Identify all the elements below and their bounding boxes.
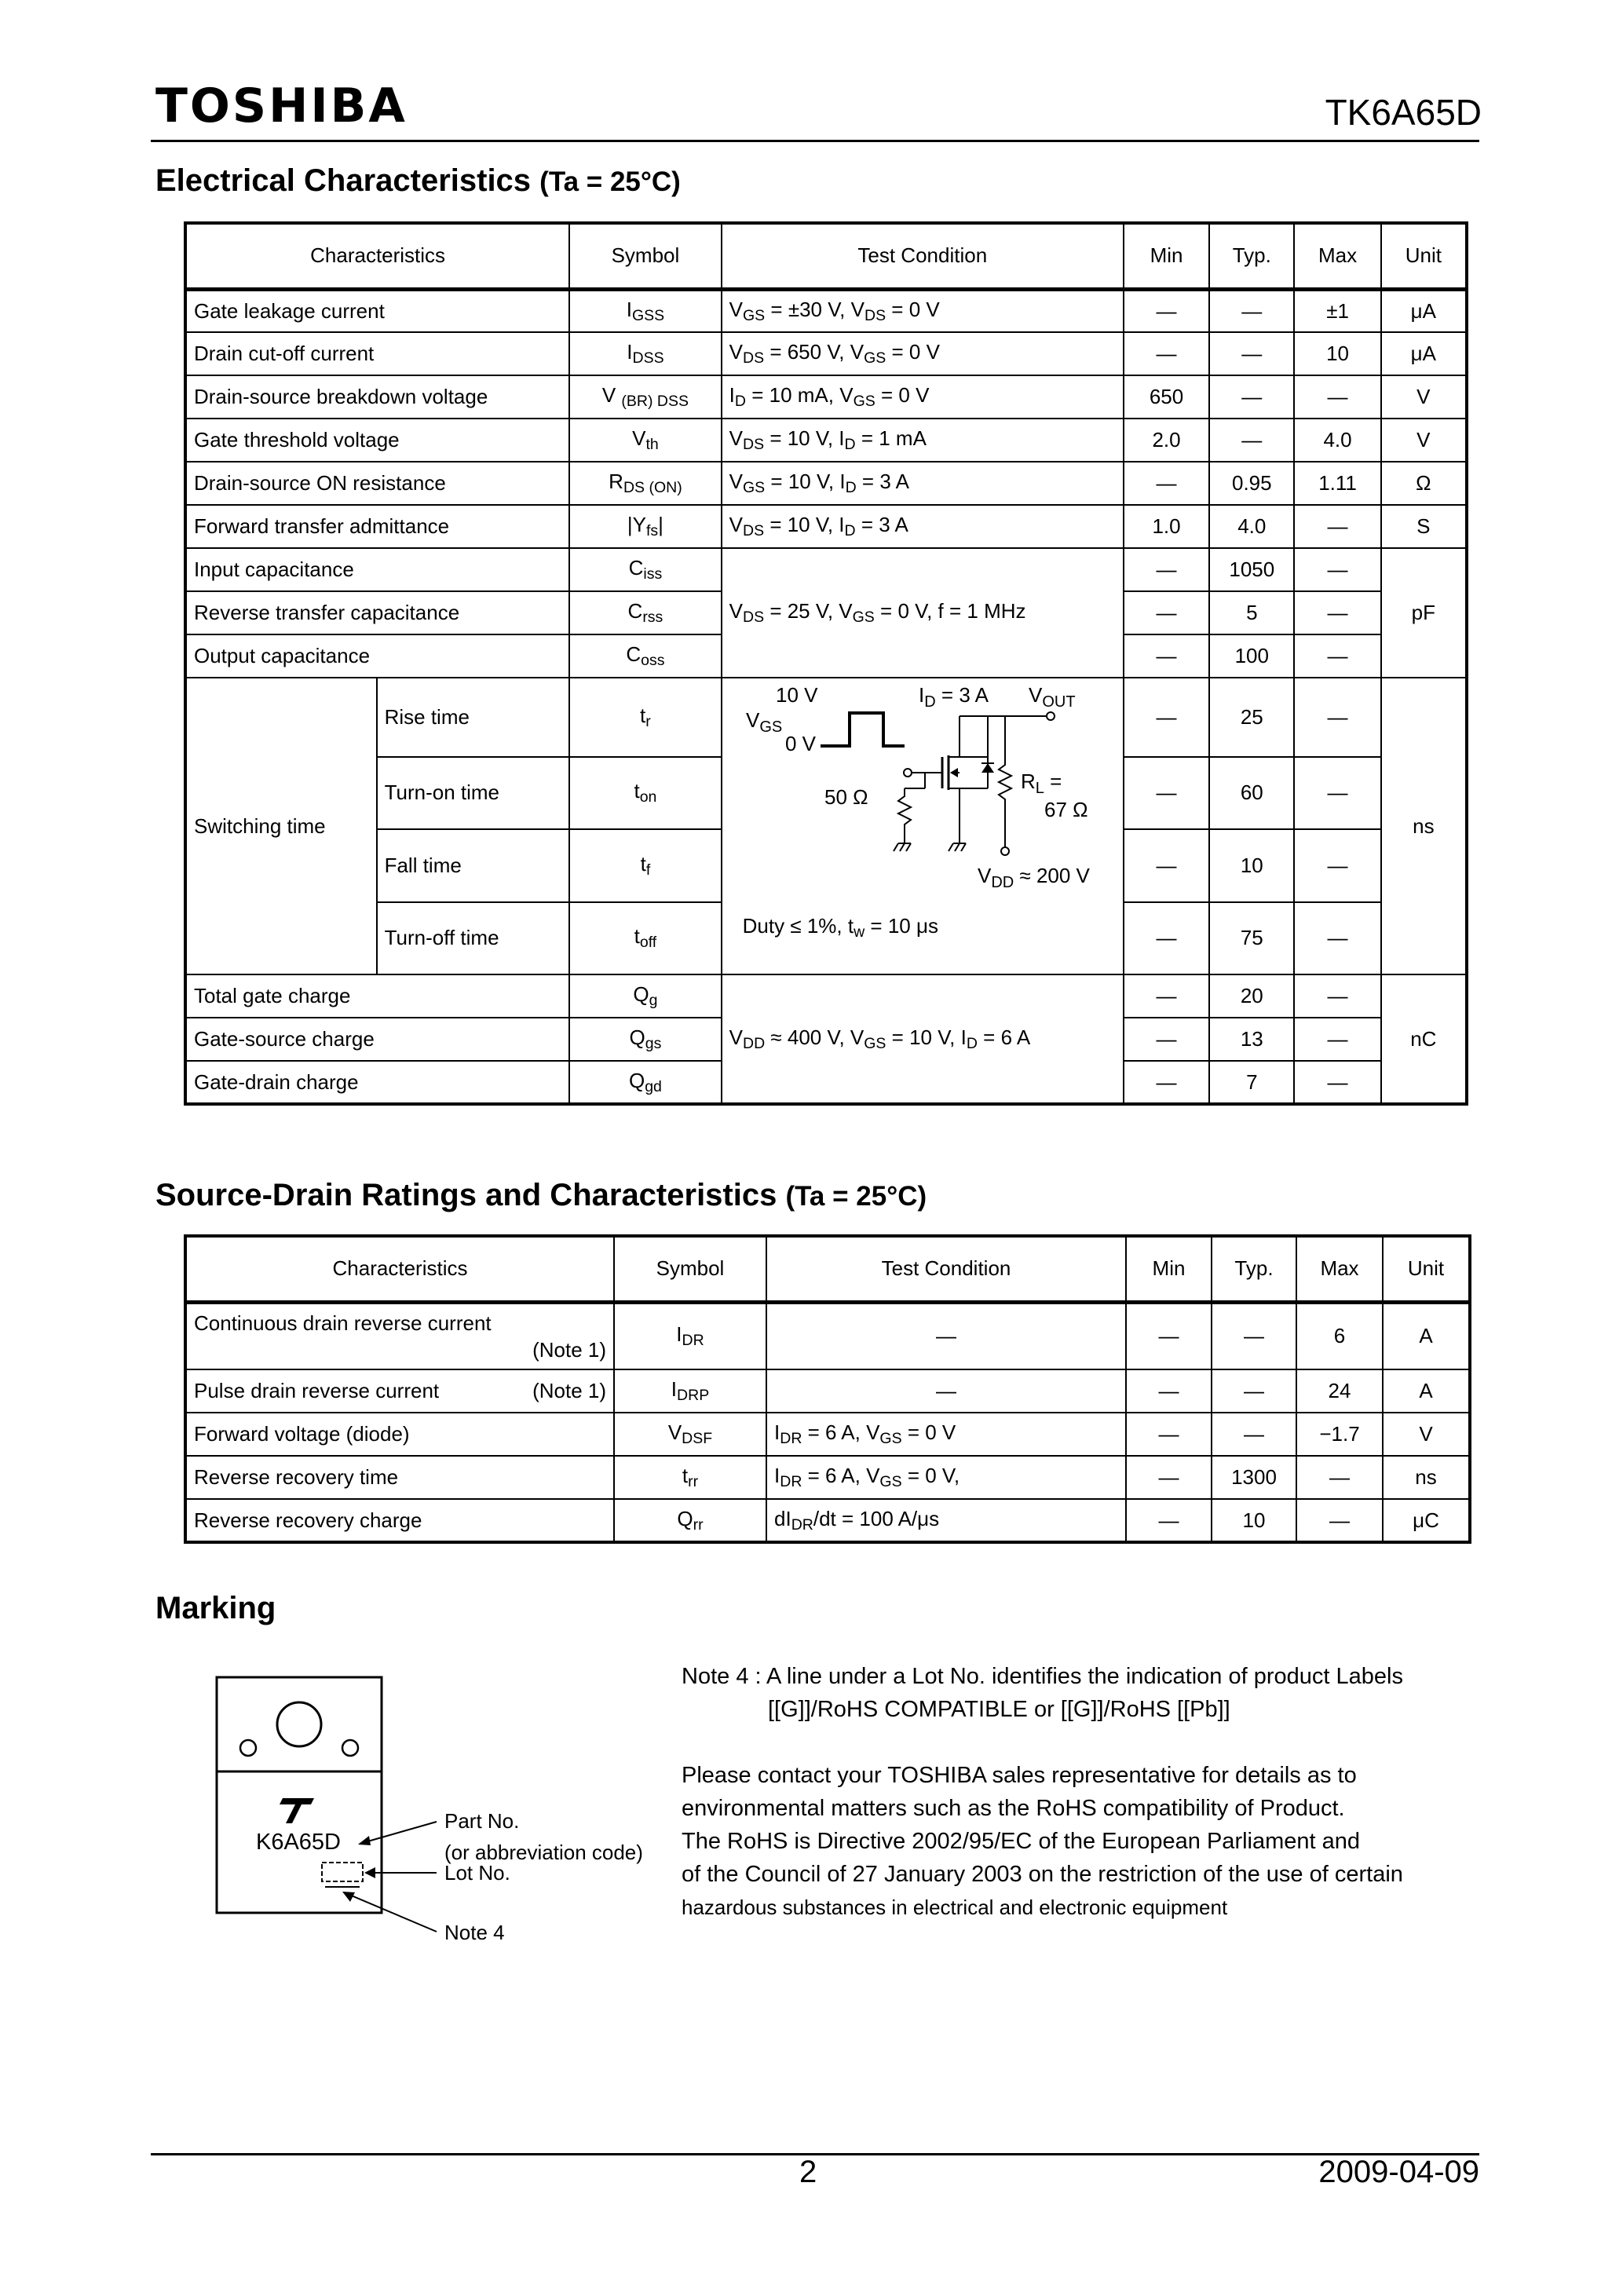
param-name: Turn-on time <box>377 757 570 829</box>
param-symbol: $C_{oss}$ <box>569 634 721 678</box>
min-value: — <box>1124 332 1209 375</box>
rohs-paragraph <box>682 1759 1403 1924</box>
typ-value: 20 <box>1209 974 1294 1018</box>
left-hole <box>240 1740 256 1756</box>
max-value: — <box>1296 1456 1383 1499</box>
max-value: — <box>1294 829 1380 901</box>
electrical-table <box>184 221 1468 1106</box>
min-value: — <box>1124 591 1209 634</box>
typ-value: — <box>1212 1369 1296 1413</box>
table-row <box>185 462 1467 505</box>
col-header: Test Condition <box>766 1236 1126 1302</box>
page-number: 2 <box>799 2155 817 2189</box>
max-value: — <box>1294 505 1380 548</box>
typ-value: — <box>1209 332 1294 375</box>
col-header: Test Condition <box>722 223 1124 289</box>
max-value: — <box>1294 1018 1380 1061</box>
source-drain-condition: (Ta = 25°C) <box>785 1181 927 1212</box>
max-value: 24 <box>1296 1369 1383 1413</box>
electrical-condition: (Ta = 25°C) <box>539 166 681 197</box>
param-symbol: $I_{DRP}$ <box>614 1369 766 1413</box>
unit: V <box>1381 375 1467 419</box>
unit: ns <box>1381 678 1467 974</box>
param-name: Forward transfer admittance <box>185 505 569 548</box>
param-name: Reverse recovery time <box>185 1456 614 1499</box>
unit: A <box>1383 1302 1470 1369</box>
typ-value: 1050 <box>1209 548 1294 591</box>
note4-text <box>682 1660 1403 1726</box>
param-symbol: $V_{DSF}$ <box>614 1413 766 1456</box>
min-value: — <box>1126 1302 1212 1369</box>
param-symbol: $t_{on}$ <box>569 757 721 829</box>
min-value: — <box>1124 902 1209 975</box>
typ-value: — <box>1209 289 1294 332</box>
part-no-label: Part No. <box>444 1809 520 1833</box>
min-value: — <box>1126 1456 1212 1499</box>
unit: Ω <box>1381 462 1467 505</box>
unit: S <box>1381 505 1467 548</box>
unit: nC <box>1381 974 1467 1104</box>
param-symbol: $C_{rss}$ <box>569 591 721 634</box>
typ-value: 13 <box>1209 1018 1294 1061</box>
test-condition: $I_D = 10$ mA, $V_{GS} = 0$ V <box>722 375 1124 419</box>
unit: V <box>1383 1413 1470 1456</box>
min-value: — <box>1124 1061 1209 1104</box>
col-header: Min <box>1124 223 1209 289</box>
param-name: Drain-source ON resistance <box>185 462 569 505</box>
param-symbol: $t_r$ <box>569 678 721 757</box>
test-condition: $V_{GS} = \pm 30$ V, $V_{DS} = 0$ V <box>722 289 1124 332</box>
unit: pF <box>1381 548 1467 678</box>
unit: μA <box>1381 289 1467 332</box>
param-name: Gate-source charge <box>185 1018 569 1061</box>
test-condition: $V_{DS} = 10$ V, $I_D = 1$ mA <box>722 419 1124 462</box>
duty-condition: Duty ≤ 1%, $t_w = 10$ μs <box>742 914 938 941</box>
col-header: Symbol <box>614 1236 766 1302</box>
package-outline <box>217 1677 382 1913</box>
max-value: 6 <box>1296 1302 1383 1369</box>
table-row <box>185 1369 1470 1413</box>
param-name: Total gate charge <box>185 974 569 1018</box>
typ-value: — <box>1212 1413 1296 1456</box>
min-value: — <box>1124 1018 1209 1061</box>
max-value: −1.7 <box>1296 1413 1383 1456</box>
test-condition: — <box>766 1302 1126 1369</box>
rohs-line: Please contact your TOSHIBA sales representative for details as to <box>682 1763 1357 1788</box>
note4-line1: Note 4 : A line under a Lot No. identifies the indication of product Labels <box>682 1664 1403 1689</box>
max-value: — <box>1296 1499 1383 1542</box>
max-value: — <box>1294 548 1380 591</box>
param-name: Fall time <box>377 829 570 901</box>
switching-circuit-cell <box>722 678 1124 974</box>
max-value: — <box>1294 591 1380 634</box>
min-value: — <box>1124 634 1209 678</box>
test-condition: $V_{DS} = 650$ V, $V_{GS} = 0$ V <box>722 332 1124 375</box>
param-symbol: V $_{(BR) DSS}$ <box>569 375 721 419</box>
min-value: 650 <box>1124 375 1209 419</box>
param-symbol: $Q_{gs}$ <box>569 1018 721 1061</box>
col-header: Typ. <box>1212 1236 1296 1302</box>
electrical-title <box>155 163 681 199</box>
min-value: — <box>1124 678 1209 757</box>
switching-group: Switching time <box>185 678 377 974</box>
source-drain-title-text: Source-Drain Ratings and Characteristics <box>155 1178 777 1212</box>
typ-value: 4.0 <box>1209 505 1294 548</box>
svg-text:RL =: $R_L$ = <box>1020 770 1062 797</box>
right-hole <box>342 1740 358 1756</box>
param-name: Gate-drain charge <box>185 1061 569 1104</box>
max-value: — <box>1294 1061 1380 1104</box>
param-name: Drain cut-off current <box>185 332 569 375</box>
max-value: — <box>1294 634 1380 678</box>
table-row <box>185 332 1467 375</box>
package-part-label: K6A65D <box>255 1830 342 1855</box>
unit: A <box>1383 1369 1470 1413</box>
table-row <box>185 974 1467 1018</box>
min-value: — <box>1126 1499 1212 1542</box>
param-symbol: $Q_{gd}$ <box>569 1061 721 1104</box>
test-condition: $V_{DS} = 10$ V, $I_D = 3$ A <box>722 505 1124 548</box>
test-condition: — <box>766 1369 1126 1413</box>
table-row <box>185 505 1467 548</box>
test-condition: $I_{DR} = 6$ A, $V_{GS} = 0$ V <box>766 1413 1126 1456</box>
test-condition: $I_{DR} = 6$ A, $V_{GS} = 0$ V, <box>766 1456 1126 1499</box>
col-header: Characteristics <box>185 1236 614 1302</box>
typ-value: 25 <box>1209 678 1294 757</box>
param-name: Pulse drain reverse current (Note 1) <box>185 1369 614 1413</box>
header-rule <box>151 140 1479 142</box>
table-row <box>185 223 1467 289</box>
max-value: — <box>1294 902 1380 975</box>
max-value: — <box>1294 678 1380 757</box>
param-symbol: $Q_g$ <box>569 974 721 1018</box>
typ-value: — <box>1212 1302 1296 1369</box>
typ-value: 75 <box>1209 902 1294 975</box>
param-symbol: $R_{DS (ON)}$ <box>569 462 721 505</box>
param-symbol: $t_f$ <box>569 829 721 901</box>
param-name: Input capacitance <box>185 548 569 591</box>
min-value: — <box>1126 1413 1212 1456</box>
rohs-line: of the Council of 27 January 2003 on the restriction of the use of certain <box>682 1862 1403 1887</box>
max-value: 1.11 <box>1294 462 1380 505</box>
col-header: Max <box>1294 223 1380 289</box>
lot-no-label: Lot No. <box>444 1861 510 1885</box>
param-name: Turn-off time <box>377 902 570 975</box>
doc-date: 2009-04-09 <box>1318 2155 1479 2189</box>
param-name: Reverse recovery charge <box>185 1499 614 1542</box>
col-header: Unit <box>1381 223 1467 289</box>
test-condition: $V_{GS} = 10$ V, $I_D = 3$ A <box>722 462 1124 505</box>
unit: V <box>1381 419 1467 462</box>
param-symbol: $Q_{rr}$ <box>614 1499 766 1542</box>
typ-value: — <box>1209 419 1294 462</box>
source-drain-title <box>155 1178 927 1213</box>
min-value: — <box>1124 757 1209 829</box>
unit: ns <box>1383 1456 1470 1499</box>
rohs-line: environmental matters such as the RoHS compatibility of Product. <box>682 1796 1345 1821</box>
typ-value: 60 <box>1209 757 1294 829</box>
svg-text:10 V: 10 V <box>775 683 818 707</box>
col-header: Characteristics <box>185 223 569 289</box>
typ-value: 0.95 <box>1209 462 1294 505</box>
min-value: — <box>1124 974 1209 1018</box>
max-value: — <box>1294 757 1380 829</box>
col-header: Symbol <box>569 223 721 289</box>
typ-value: 100 <box>1209 634 1294 678</box>
part-no-sublabel: (or abbreviation code) <box>444 1841 643 1864</box>
min-value: — <box>1124 548 1209 591</box>
test-condition: $dI_{DR}/dt = 100$ A/μs <box>766 1499 1126 1542</box>
part-number: TK6A65D <box>1325 92 1482 133</box>
note4-line2: [[G]]/RoHS COMPATIBLE or [[G]]/RoHS [[Pb]] <box>768 1697 1230 1722</box>
table-row <box>185 1302 1470 1369</box>
col-header: Typ. <box>1209 223 1294 289</box>
min-value: — <box>1124 462 1209 505</box>
svg-text:VDD ≈ 200 V: $V_{DD} \approx 200$ V <box>977 864 1090 891</box>
col-header: Max <box>1296 1236 1383 1302</box>
max-value: — <box>1294 974 1380 1018</box>
lot-box <box>322 1863 363 1881</box>
test-condition: $V_{DD} \approx 400$ V, $V_{GS} = 10$ V, $I_D = 6$ A <box>722 974 1124 1104</box>
min-value: 1.0 <box>1124 505 1209 548</box>
table-row <box>185 289 1467 332</box>
min-value: — <box>1124 289 1209 332</box>
svg-text:67 Ω: 67 Ω <box>1044 798 1088 821</box>
min-value: — <box>1124 829 1209 901</box>
table-row <box>185 1413 1470 1456</box>
table-row <box>185 375 1467 419</box>
electrical-title-text: Electrical Characteristics <box>155 163 532 198</box>
unit: μC <box>1383 1499 1470 1542</box>
toshiba-mark-icon <box>280 1798 314 1823</box>
param-symbol: $I_{DSS}$ <box>569 332 721 375</box>
typ-value: — <box>1209 375 1294 419</box>
note4-label: Note 4 <box>444 1921 505 1944</box>
max-value: 10 <box>1294 332 1380 375</box>
max-value: — <box>1294 375 1380 419</box>
typ-value: 10 <box>1209 829 1294 901</box>
max-value: 4.0 <box>1294 419 1380 462</box>
col-header: Min <box>1126 1236 1212 1302</box>
param-name: Gate leakage current <box>185 289 569 332</box>
brand-logo: TOSHIBA <box>155 79 408 133</box>
table-row <box>185 1236 1470 1302</box>
param-name: Forward voltage (diode) <box>185 1413 614 1456</box>
mounting-hole <box>277 1702 321 1746</box>
package-marking-diagram <box>204 1665 675 1963</box>
table-row <box>185 1499 1470 1542</box>
param-symbol: $t_{off}$ <box>569 902 721 975</box>
table-row <box>185 548 1467 591</box>
typ-value: 10 <box>1212 1499 1296 1542</box>
param-symbol: $V_{th}$ <box>569 419 721 462</box>
svg-text:0 V: 0 V <box>784 732 816 755</box>
param-name: Continuous drain reverse current (Note 1) <box>185 1302 614 1369</box>
param-symbol: $|Y_{fs}|$ <box>569 505 721 548</box>
rohs-line-last: hazardous substances in electrical and electronic equipment <box>682 1896 1228 1919</box>
source-drain-table <box>184 1234 1471 1544</box>
param-symbol: $I_{GSS}$ <box>569 289 721 332</box>
param-name: Drain-source breakdown voltage <box>185 375 569 419</box>
table-row <box>185 678 1467 757</box>
min-value: 2.0 <box>1124 419 1209 462</box>
max-value: ±1 <box>1294 289 1380 332</box>
svg-text:ID = 3 A: $I_D = 3$ A <box>918 683 989 711</box>
test-condition: $V_{DS} = 25$ V, $V_{GS} = 0$ V, f = 1 MHz <box>722 548 1124 678</box>
table-row <box>185 419 1467 462</box>
param-name: Reverse transfer capacitance <box>185 591 569 634</box>
rohs-line: The RoHS is Directive 2002/95/EC of the European Parliament and <box>682 1829 1361 1854</box>
svg-text:VOUT: $V_{OUT}$ <box>1028 683 1076 711</box>
typ-value: 5 <box>1209 591 1294 634</box>
param-symbol: $C_{iss}$ <box>569 548 721 591</box>
param-name: Rise time <box>377 678 570 757</box>
typ-value: 7 <box>1209 1061 1294 1104</box>
svg-text:VGS: $V_{GS}$ <box>745 708 782 736</box>
svg-text:50 Ω: 50 Ω <box>824 785 868 809</box>
param-symbol: $t_{rr}$ <box>614 1456 766 1499</box>
typ-value: 1300 <box>1212 1456 1296 1499</box>
marking-title: Marking <box>155 1591 276 1625</box>
min-value: — <box>1126 1369 1212 1413</box>
param-name: Output capacitance <box>185 634 569 678</box>
col-header: Unit <box>1383 1236 1470 1302</box>
param-name: Gate threshold voltage <box>185 419 569 462</box>
unit: μA <box>1381 332 1467 375</box>
param-symbol: $I_{DR}$ <box>614 1302 766 1369</box>
table-row <box>185 1456 1470 1499</box>
